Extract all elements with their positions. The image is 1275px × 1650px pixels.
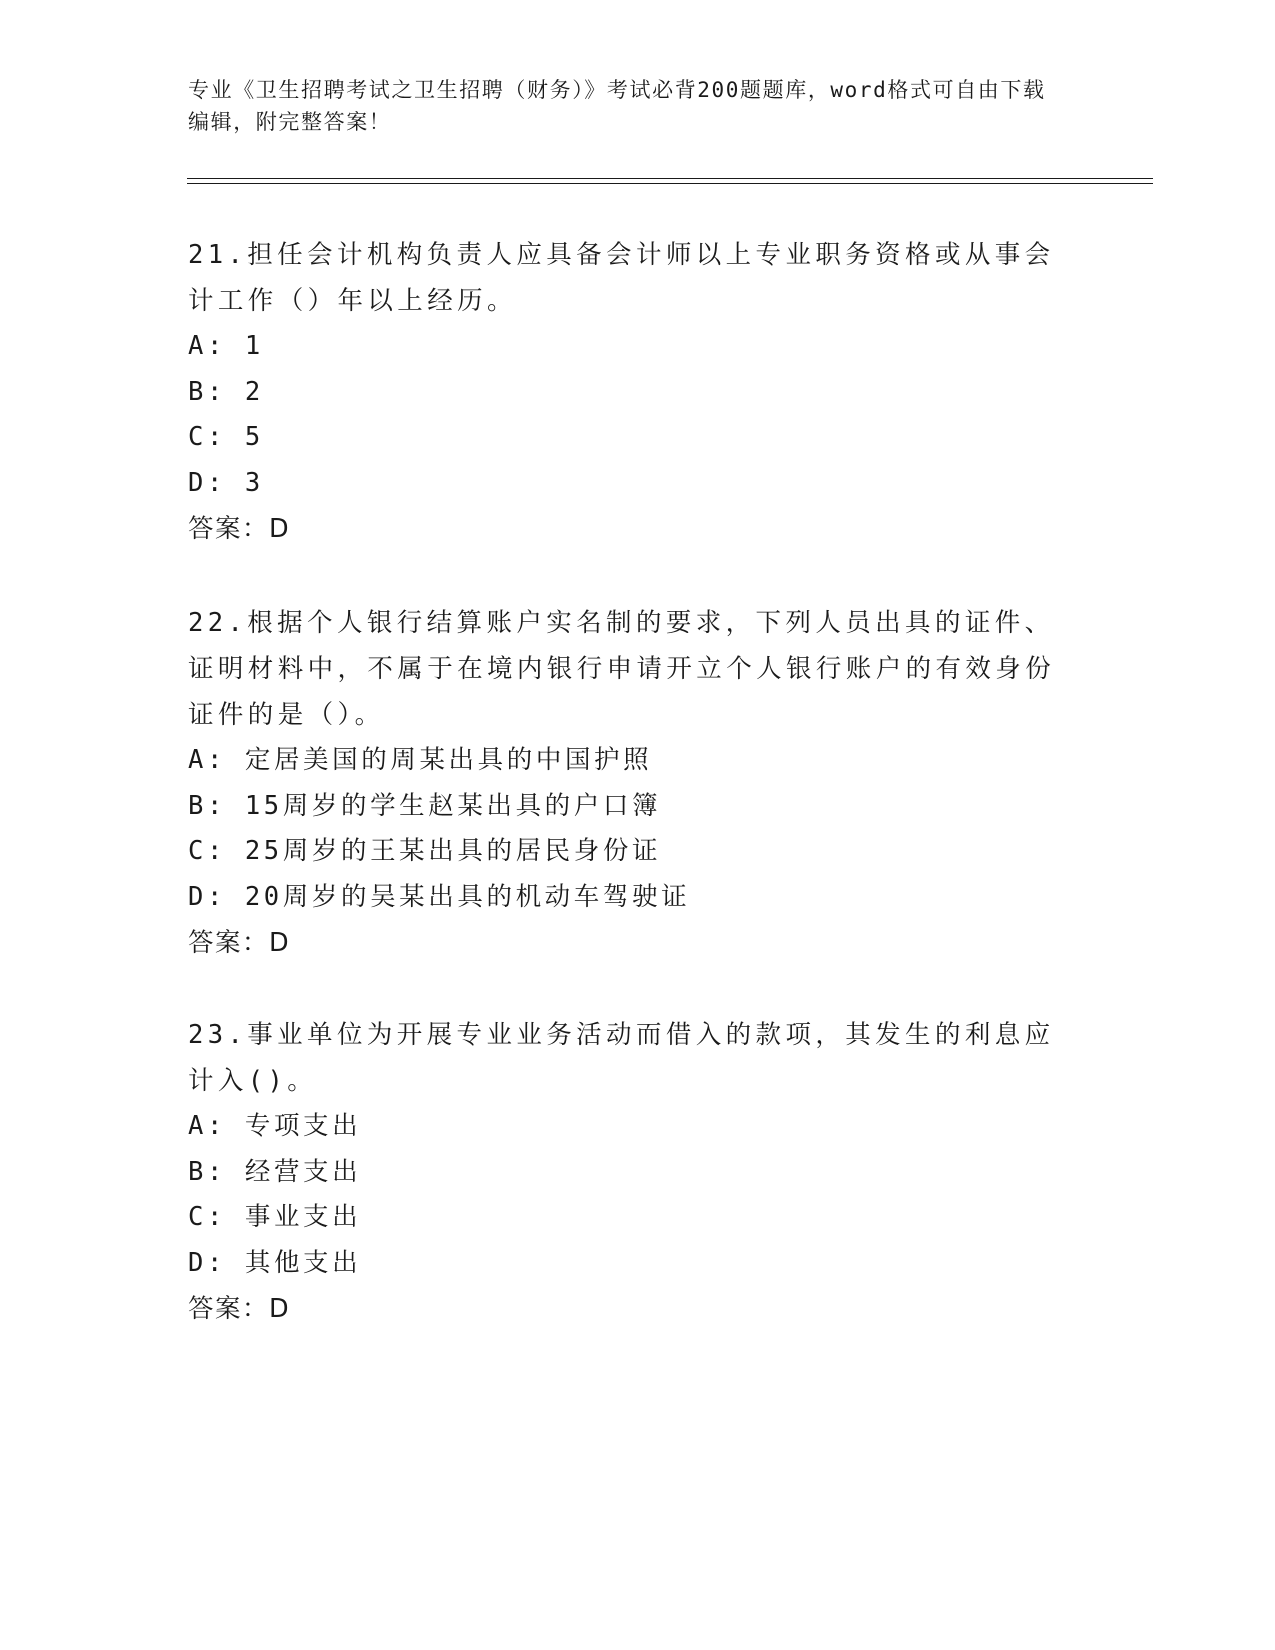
- option-text: 1: [244, 331, 264, 361]
- answer-line: 答案：D: [188, 514, 291, 544]
- answer-line: 答案：D: [188, 928, 291, 958]
- header-divider-bottom: [187, 183, 1153, 184]
- option-letter: C:: [188, 836, 226, 866]
- option-text: 5: [244, 422, 264, 452]
- option-letter: A:: [188, 745, 226, 775]
- question-stem: 22.根据个人银行结算账户实名制的要求，下列人员出具的证件、证明材料中，不属于在境内银行申请开立个人银行账户的有效身份证件的是（）。: [188, 608, 1056, 730]
- option-d: [188, 875, 1068, 921]
- option-c: [188, 1195, 1068, 1241]
- option-a: [188, 324, 1068, 370]
- question-21: [188, 232, 1068, 552]
- option-a: [188, 1104, 1068, 1150]
- option-d: [188, 461, 1068, 507]
- option-text: 其他支出: [244, 1247, 362, 1278]
- option-letter: B:: [188, 1156, 226, 1187]
- question-22: [188, 600, 1068, 966]
- option-text: 15周岁的学生赵某出具的户口簿: [244, 790, 662, 821]
- answer-line: 答案：D: [188, 1294, 291, 1324]
- option-letter: C:: [188, 422, 226, 452]
- option-text: 定居美国的周某出具的中国护照: [244, 745, 653, 775]
- option-text: 25周岁的王某出具的居民身份证: [244, 836, 662, 866]
- option-text: 事业支出: [244, 1202, 362, 1232]
- option-b: [188, 1150, 1068, 1196]
- option-letter: D:: [188, 881, 226, 912]
- option-letter: B:: [188, 376, 226, 407]
- question-stem: 21.担任会计机构负责人应具备会计师以上专业职务资格或从事会计工作（）年以上经历。: [188, 240, 1055, 316]
- option-text: 20周岁的吴某出具的机动车驾驶证: [244, 881, 691, 912]
- option-text: 3: [244, 467, 264, 498]
- option-letter: C:: [188, 1202, 226, 1232]
- question-23: [188, 1012, 1068, 1332]
- option-letter: D:: [188, 467, 226, 498]
- option-text: 专项支出: [244, 1111, 362, 1141]
- option-d: [188, 1241, 1068, 1287]
- option-c: [188, 829, 1068, 875]
- question-stem: 23.事业单位为开展专业业务活动而借入的款项，其发生的利息应计入()。: [188, 1020, 1055, 1096]
- option-letter: A:: [188, 1111, 226, 1141]
- option-c: [188, 415, 1068, 461]
- option-b: [188, 784, 1068, 830]
- document-intro: 专业《卫生招聘考试之卫生招聘（财务）》考试必背200题题库，word格式可自由下载编辑，附完整答案！: [188, 78, 1046, 134]
- option-text: 2: [244, 376, 264, 407]
- option-a: [188, 738, 1068, 784]
- option-text: 经营支出: [244, 1156, 362, 1187]
- option-b: [188, 370, 1068, 416]
- option-letter: D:: [188, 1247, 226, 1278]
- option-letter: A:: [188, 331, 226, 361]
- header-divider-top: [187, 178, 1153, 179]
- option-letter: B:: [188, 790, 226, 821]
